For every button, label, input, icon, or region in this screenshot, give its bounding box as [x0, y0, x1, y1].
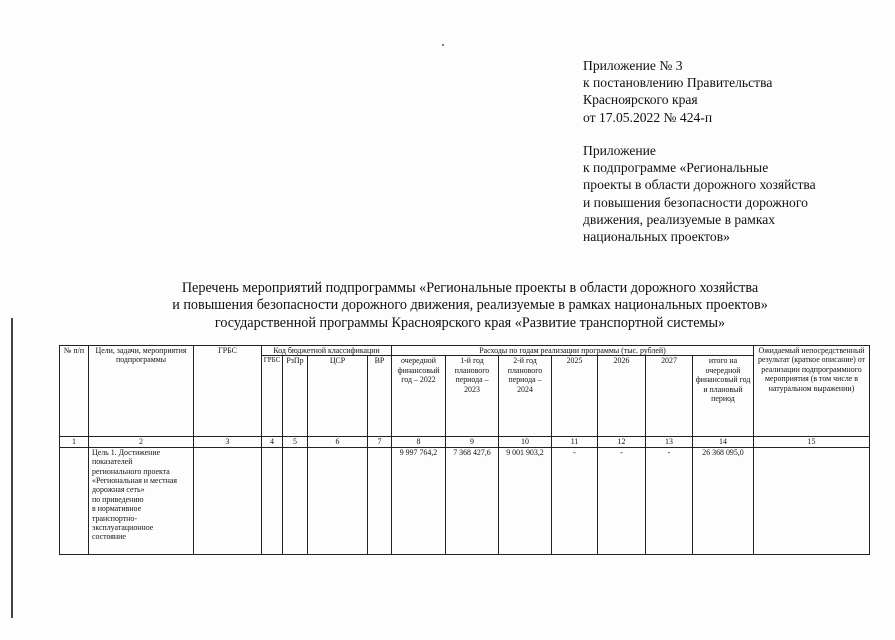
column-number: 5	[283, 437, 308, 447]
measures-table	[59, 345, 870, 555]
appendix-sub-line: и повышения безопасности дорожного	[583, 194, 808, 210]
appendix-sub-line: национальных проектов»	[583, 229, 730, 245]
table-row	[60, 447, 870, 554]
appendix-sub-line: движения, реализуемые в рамках	[583, 211, 776, 227]
column-number: 1	[60, 437, 89, 447]
goal-text-line: показателей	[92, 457, 133, 467]
goal-text-line: «Региональная и местная	[92, 476, 177, 486]
scan-margin-line	[11, 318, 13, 618]
header-grbs-code: ГРБС	[262, 356, 283, 437]
column-number: 10	[499, 437, 552, 447]
goal-text-line: состояние	[92, 532, 126, 542]
cell-goal	[89, 447, 194, 554]
column-number: 15	[754, 437, 870, 447]
cell-result	[754, 447, 870, 554]
header-num: № п/п	[60, 346, 89, 437]
cell-num	[60, 447, 89, 554]
appendix-sub-line: к подпрограмме «Региональные	[583, 160, 769, 176]
goal-text-line: эксплуатационное	[92, 523, 154, 533]
column-number: 8	[392, 437, 446, 447]
cell-2022: 9 997 764,2	[392, 447, 446, 554]
document-title	[90, 280, 850, 332]
title-line: Перечень мероприятий подпрограммы «Региональные проекты в области дорожного хозяйства	[181, 280, 759, 296]
column-number: 3	[194, 437, 262, 447]
cell-csr	[308, 447, 368, 554]
header-grbs: ГРБС	[194, 346, 262, 437]
column-number: 9	[446, 437, 499, 447]
appendix-3-line: к постановлению Правительства	[583, 75, 773, 91]
goal-text-line: регионального проекта	[92, 466, 170, 476]
appendix-3-block	[583, 57, 772, 126]
header-2027: 2027	[646, 356, 693, 437]
goal-text-line: в нормативное	[92, 504, 142, 514]
header-2025: 2025	[552, 356, 598, 437]
goal-text-line: Цель 1. Достижение	[92, 447, 161, 457]
goal-text-line: дорожная сеть»	[92, 485, 145, 495]
column-number: 13	[646, 437, 693, 447]
cell-grbs-code	[262, 447, 283, 554]
cell-2025: -	[552, 447, 598, 554]
cell-total: 26 368 095,0	[693, 447, 754, 554]
cell-2023: 7 368 427,6	[446, 447, 499, 554]
column-number: 2	[89, 437, 194, 447]
appendix-sub-line: проекты в области дорожного хозяйства	[583, 177, 816, 193]
header-rzpr: РзПр	[283, 356, 308, 437]
title-line: государственной программы Красноярского края «Развитие транспортной системы»	[214, 314, 726, 331]
appendix-3-line: Приложение № 3	[583, 58, 683, 73]
header-csr: ЦСР	[308, 356, 368, 437]
column-number: 7	[368, 437, 392, 447]
goal-text-line: транспортно-	[92, 513, 137, 523]
title-line: и повышения безопасности дорожного движения, реализуемые в рамках национальных проектов»	[172, 297, 768, 314]
header-2022: очередной финансовый год – 2022	[392, 356, 446, 437]
column-number: 12	[598, 437, 646, 447]
appendix-3-line: от 17.05.2022 № 424-п	[583, 109, 713, 125]
column-number: 11	[552, 437, 598, 447]
column-number: 14	[693, 437, 754, 447]
cell-vr	[368, 447, 392, 554]
cell-rzpr	[283, 447, 308, 554]
header-total: итого на очередной финансовый год и плановый период	[693, 356, 754, 437]
appendix-3-line: Красноярского края	[583, 92, 698, 108]
header-expenses: Расходы по годам реализации программы (тыс. рублей)	[392, 346, 754, 356]
cell-2026: -	[598, 447, 646, 554]
column-number: 6	[308, 437, 368, 447]
header-goals: Цели, задачи, мероприятия подпрограммы	[89, 346, 194, 437]
header-budget-code: Код бюджетной классификации	[262, 346, 392, 356]
cell-grbs	[194, 447, 262, 554]
appendix-sub-line: Приложение	[583, 143, 656, 158]
appendix-subprogram-block	[583, 142, 816, 245]
header-2026: 2026	[598, 356, 646, 437]
cell-2024: 9 001 903,2	[499, 447, 552, 554]
header-result: Ожидаемый непосредственный результат (краткое описание) от реализации подпрограммного мероприятия (в том числе в натуральном выражении)	[754, 346, 870, 437]
header-2024: 2-й год планового периода – 2024	[499, 356, 552, 437]
cell-2027: -	[646, 447, 693, 554]
scan-speck	[442, 44, 444, 46]
goal-text-line: по приведению	[92, 494, 144, 504]
header-2023: 1-й год планового периода – 2023	[446, 356, 499, 437]
column-number: 4	[262, 437, 283, 447]
header-vr: ВР	[368, 356, 392, 437]
